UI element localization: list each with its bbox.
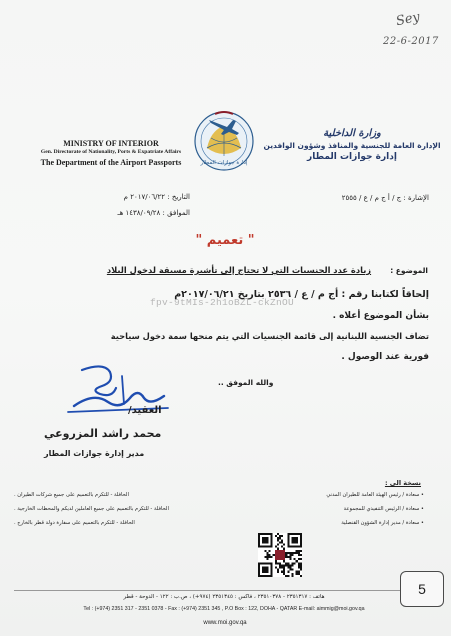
airport-passports-emblem — [193, 108, 255, 178]
subject-row — [22, 258, 428, 277]
english-header — [16, 140, 206, 168]
signatory-position: مدير إدارة جوازات المطار — [44, 449, 145, 458]
handwritten-signature: Sey — [394, 9, 422, 30]
copies-heading: نسخة الى : — [384, 479, 421, 487]
reference-number: الإشارة : ج / أ ج م / ع / ٢٥٥٥ — [341, 194, 429, 202]
emblem-label: إدارة جوازات المطار — [200, 160, 248, 166]
paragraph-1-line-2: بشأن الموضوع أعلاه . — [332, 311, 429, 321]
ministry-name-ar: وزارة الداخلية — [323, 128, 381, 139]
directorate-name-ar: الإدارة العامة للجنسية والمنافذ وشؤون الوافدين — [263, 141, 441, 150]
handwritten-date: 22-6-2017 — [383, 36, 439, 47]
date-value: ٢٠١٧/٠٦/٢٢ م — [123, 193, 165, 201]
list-item: • سعادة / الرئيس التنفيذي للمجموعة الحافلة - للتكرم بالتعميم على جميع العاملين لديكم والمحطات الخارجية . — [14, 506, 424, 512]
watermark-code: fpv-9tMIs-2h1oBZL-ckZnOU — [150, 297, 295, 308]
recipient-label: سعادة / الرئيس التنفيذي للمجموعة — [343, 506, 420, 512]
recipient-note: الحافلة - للتكرم بالتعميم على جميع شركات الطيران . — [14, 492, 129, 498]
paragraph-1-line-1: إلحاقاً لكتابنا رقم : أج م / ع / ٢٥٣٦ بتاريخ ٢٠١٧/٠٦/٢١م — [174, 289, 429, 300]
list-item: • سعادة / مدير إدارة الشؤون القنصلية الحافلة - للتكرم بالتعميم على سفارة دولة قطر بالخارج . — [14, 520, 424, 526]
qr-code-icon — [258, 533, 302, 577]
hijri-date-value: ١٤٣٨/٠٩/٢٨ هـ — [117, 209, 161, 217]
footer-arabic: هاتف : ٢٣٥١٣١٧ - ٢٣٥١٠٣٧٨ ، فاكس : ٢٣٥١٣٤٥ (٩٧٤+) ، ص.ب : ١٢٢ - الدوحة - قطر — [123, 594, 325, 600]
subject-text: زيادة عدد الجنسيات التي لا تحتاج إلى تأشيرة مسبقة لدخول البلاد — [106, 265, 372, 275]
circular-title: " تعميم " — [195, 233, 255, 248]
closing-line: والله الموفق .. — [218, 378, 274, 387]
list-item: • سعادة / رئيس الهيئة العامة للطيران المدني الحافلة - للتكرم بالتعميم على جميع شركات الطيران . — [14, 492, 424, 498]
date-label: التاريخ : — [167, 193, 190, 201]
signatory-name: محمد راشد المزروعي — [44, 427, 162, 440]
footer-website: www.moi.gov.qa — [203, 620, 247, 626]
paragraph-2-line-1: تضاف الجنسية اللبنانية إلى قائمة الجنسيات التي يتم منحها سمة دخول سياحية — [110, 331, 429, 341]
department-name-ar: إدارة جوازات المطار — [307, 152, 397, 162]
hijri-date-row — [94, 209, 190, 217]
hijri-date-label: الموافق : — [162, 209, 190, 217]
date-row — [94, 193, 190, 201]
page-number: 5 — [418, 581, 426, 597]
copies-list — [14, 488, 424, 530]
signatory-rank: العقيد/ — [128, 405, 162, 416]
subject-label: الموضوع : — [390, 266, 428, 275]
recipient-note: الحافلة - للتكرم بالتعميم على سفارة دولة قطر بالخارج . — [14, 520, 135, 526]
page-number-frame — [400, 571, 444, 607]
footer-rule — [14, 590, 434, 591]
recipient-note: الحافلة - للتكرم بالتعميم على جميع العاملين لديكم والمحطات الخارجية . — [14, 506, 169, 512]
ministry-name-en: MINISTRY OF INTERIOR — [63, 139, 159, 148]
department-name-en: The Department of the Airport Passports — [40, 158, 182, 168]
recipient-label: سعادة / مدير إدارة الشؤون القنصلية — [341, 520, 420, 526]
footer-english: Tel : (+974) 2351 317 - 2351 0378 - Fax : (+974) 2351 345 , P.O Box : 122, DOHA - QATAR E-mail: aimmig@moi.gov.qa — [83, 606, 365, 612]
paragraph-2-line-2: فورية عند الوصول . — [341, 352, 429, 362]
recipient-label: سعادة / رئيس الهيئة العامة للطيران المدني — [326, 492, 420, 498]
arabic-header — [262, 128, 442, 162]
directorate-name-en: Gen. Directorate of Nationality, Ports & Expatriate Affairs — [40, 149, 182, 156]
